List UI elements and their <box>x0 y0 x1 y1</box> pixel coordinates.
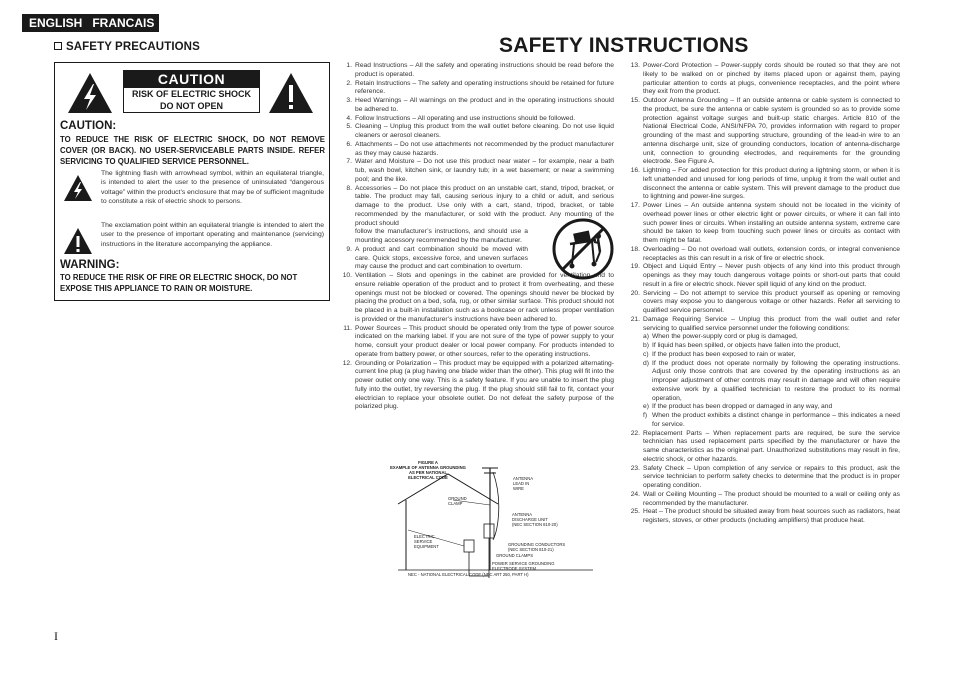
label-grounding-conductors: GROUNDING CONDUCTORS (NEC SECTION 810-21) <box>508 542 566 552</box>
label-nec-note: NEC - NATIONAL ELECTRICAL CODE (NEC ART 250, PART H) <box>408 572 529 577</box>
label-discharge-unit: ANTENNA DISCHARGE UNIT (NEC SECTION 810-20) <box>512 512 558 527</box>
label-ground-clamps: GROUND CLAMPS <box>496 553 533 558</box>
section-heading <box>54 41 200 53</box>
condition-item: c) If the product has been exposed to rain or water, <box>643 350 796 358</box>
label-service-equipment: ELECTRIC SERVICE EQUIPMENT <box>414 534 439 549</box>
condition-item: b) If liquid has been spilled, or objects have fallen into the product, <box>643 342 841 349</box>
caution-text: TO REDUCE THE RISK OF ELECTRIC SHOCK, DO NOT REMOVE COVER (OR BACK). NO USER-SERVICEABLE PARTS INSIDE. REFER SERVICING TO QUALIFIED SERVICE PERSONNEL. <box>60 135 325 166</box>
list-item: 22. Replacement Parts – When replacement parts are required, be sure the service technician has used replacement parts specified by the manufacturer or have the same characteristics as the original part. Unauthorized substitutions may result in fire, electric shock, or other hazards. <box>630 429 900 463</box>
warning-heading: WARNING: <box>60 259 120 271</box>
list-item: 15. Outdoor Antenna Grounding – If an outside antenna or cable system is connected to the product, be sure the antenna or cable system is grounded so as to provide some protection against voltage surges and built-up static charges. Article 810 of the National Electrical Code, ANSI/NFPA 70, provides information with regard to proper grounding of the mast and supporting structure, grounding of the lead-in wire to an antenna discharge unit, size of grounding conductors, location of antenna-discharge unit, connection to grounding electrodes, and requirements for the grounding electrode. See Figure A. <box>630 97 900 166</box>
lightning-symbol-icon <box>63 174 93 202</box>
list-item: 3. Heed Warnings – All warnings on the product and in the operating instructions should be adhered to. <box>346 97 614 113</box>
page-title: SAFETY INSTRUCTIONS <box>499 34 749 57</box>
instructions-column-right <box>626 62 900 526</box>
caution-label-line1: RISK OF ELECTRIC SHOCK <box>131 89 251 99</box>
caution-label <box>123 70 260 113</box>
list-item: 21. Damage Requiring Service – Unplug this product from the wall outlet and refer servicing to qualified service personnel under the following conditions: <box>630 315 900 332</box>
figure-title: FIGURE A EXAMPLE OF ANTENNA GROUNDING AS PER NATIONAL ELECTRICAL CODE <box>390 460 466 480</box>
list-item: 19. Object and Liquid Entry – Never push objects of any kind into this product through openings as they may touch dangerous voltage points or short-out parts that could result in a fire or electric shock. Never spill liquid of any kind on the product. <box>630 263 900 288</box>
section-heading-text: SAFETY PRECAUTIONS <box>66 41 200 53</box>
list-item: 12. Grounding or Polarization – This product may be equipped with a polarized alternating-current line plug (a plug having one blade wider than the other). This plug will fit into the power outlet only one way. This is a safety feature. If you are unable to insert the plug fully into the outlet, try reversing the plug. If the plug should still fail to fit, contact your electrician to replace your obsolete outlet. Do not defeat the safety purpose of the polarized plug. <box>342 359 614 411</box>
list-item: 20. Servicing – Do not attempt to service this product yourself as opening or removing covers may expose you to dangerous voltage or other hazards. Refer all servicing to qualified service personnel. <box>630 289 900 314</box>
list-item: 16. Lightning – For added protection for this product during a lightning storm, or when it is left unattended and unused for long periods of time, unplug it from the wall outlet and disconnect the antenna or cable system. This will prevent damage to the product due to lightning and power-line surges. <box>630 167 900 201</box>
warning-text: TO REDUCE THE RISK OF FIRE OR ELECTRIC SHOCK, DO NOT EXPOSE THIS APPLIANCE TO RAIN OR MOISTURE. <box>60 273 298 293</box>
list-item: 23. Safety Check – Upon completion of any service or repairs to this product, ask the service technician to perform safety checks to determine that the product is in proper operating condition. <box>630 464 900 489</box>
condition-item: f) When the product exhibits a distinct change in performance – this indicates a need for service. <box>643 412 900 428</box>
condition-item: a) When the power-supply cord or plug is damaged, <box>643 333 798 341</box>
list-item: 25. Heat – The product should be situated away from heat sources such as radiators, heat registers, stoves, or other products (including amplifiers) that produce heat. <box>630 508 900 524</box>
exclamation-symbol-icon <box>63 227 93 255</box>
list-item: 5. Cleaning – Unplug this product from the wall outlet before cleaning. Do not use liquid cleaners or aerosol cleaners. <box>346 123 614 139</box>
list-item: 8. Accessories – Do not place this product on an unstable cart, stand, tripod, bracket, or table. The product may fall, causing serious injury to a child or adult, and serious damage to the product. Use only with a cart, stand, tripod, bracket, or table recommended by the manufacturer, or sold with the product. Any mounting of the product should <box>346 184 614 227</box>
caution-heading: CAUTION: <box>60 120 117 132</box>
language-tab: ENGLISH FRANCAIS <box>22 14 159 32</box>
lightning-description: The lightning flash with arrowhead symbol, within an equilateral triangle, is intended to alert the user to the presence of uninsulated “dangerous voltage” within the product’s enclosure that may be of sufficient magnitude to constitute a risk of electric shock to persons. <box>101 170 324 206</box>
list-item: 4. Follow Instructions – All operating and use instructions should be followed. <box>346 114 576 122</box>
list-item: 6. Attachments – Do not use attachments not recommended by the product manufacturer as they may cause hazards. <box>346 140 614 157</box>
cart-tip-over-warning-icon <box>552 218 614 280</box>
page-number: I <box>54 629 58 643</box>
list-item: 17. Power Lines – An outside antenna system should not be located in the vicinity of overhead power lines or other electric light or power circuits, or where it can fall into such power lines or circuits. When installing an outside antenna system, extreme care should be taken to keep from touching such power lines or circuits as contact with them might be fatal. <box>630 202 900 244</box>
condition-item: d) If the product does not operate normally by following the operating instructions. Adjust only those controls that are covered by the operating instructions as an improper adjustment of other controls may result in damage and will often require extensive work by a qualified technician to restore the product to its normal operation, <box>643 359 900 402</box>
list-item: 10. Ventilation – Slots and openings in the cabinet are provided for ventilation and to ensure reliable operation of the product and to protect it from overheating, and these openings must not be blocked or covered. The openings should never be blocked by placing the product on a bed, sofa, rug, or other similar surface. This product should not be placed in a built-in installation such as a bookcase or rack unless proper ventilation is provided or the manufacturer’s instructions have been adhered to. <box>342 272 614 323</box>
antenna-grounding-figure <box>378 460 598 580</box>
exclamation-description: The exclamation point within an equilateral triangle is intended to alert the user to the presence of important operating and maintenance (servicing) instructions in the literature accompanying the appliance. <box>101 222 324 248</box>
list-item-continued: follow the manufacturer’s instructions, and should use a mounting accessory recommended by the manufacturer. <box>355 228 528 244</box>
label-antenna-lead: ANTENNA LEAD IN WIRE <box>513 476 534 491</box>
list-item: 7. Water and Moisture – Do not use this product near water – for example, near a bath tub, wash bowl, kitchen sink, or laundry tub; in a wet basement; or near a swimming pool; and the like. <box>346 158 614 183</box>
label-electrode-system: POWER SERVICE GROUNDING ELECTRODE SYSTEM <box>492 561 555 571</box>
list-item: 1. Read Instructions – All the safety and operating instructions should be read before the product is operated. <box>346 62 614 78</box>
caution-box <box>54 62 330 301</box>
checkbox-square-icon <box>54 42 62 50</box>
exclamation-warning-icon <box>268 72 314 114</box>
list-item: 13. Power-Cord Protection – Power-supply cords should be routed so that they are not likely to be walked on or pinched by items placed upon or against them, paying particular attention to cords at plugs, convenience receptacles, and the point where they exit from the product. <box>630 62 900 96</box>
list-item: 24. Wall or Ceiling Mounting – The product should be mounted to a wall or ceiling only as recommended by the manufacturer. <box>630 490 900 507</box>
caution-label-title: CAUTION <box>124 71 259 88</box>
condition-item: e) If the product has been dropped or damaged in any way, and <box>643 403 833 411</box>
list-item: 18. Overloading – Do not overload wall outlets, extension cords, or integral convenience receptacles as this can result in a risk of fire or electric shock. <box>630 245 900 262</box>
list-item: 11. Power Sources – This product should be operated only from the type of power source indicated on the marking label. If you are not sure of the type of power supply to your home, consult your product dealer or local power company. For products intended to operate from battery power, or other sources, refer to the operating instructions. <box>343 324 614 358</box>
list-item: 9. A product and cart combination should be moved with care. Quick stops, excessive force, and uneven surfaces may cause the product and cart combination to overturn. <box>346 245 528 271</box>
list-item: 2. Retain Instructions – The safety and operating instructions should be retained for future reference. <box>346 79 614 96</box>
label-ground-clamp: GROUND CLAMP <box>448 496 467 506</box>
lightning-warning-icon <box>67 72 113 114</box>
caution-label-line2: DO NOT OPEN <box>159 101 223 111</box>
